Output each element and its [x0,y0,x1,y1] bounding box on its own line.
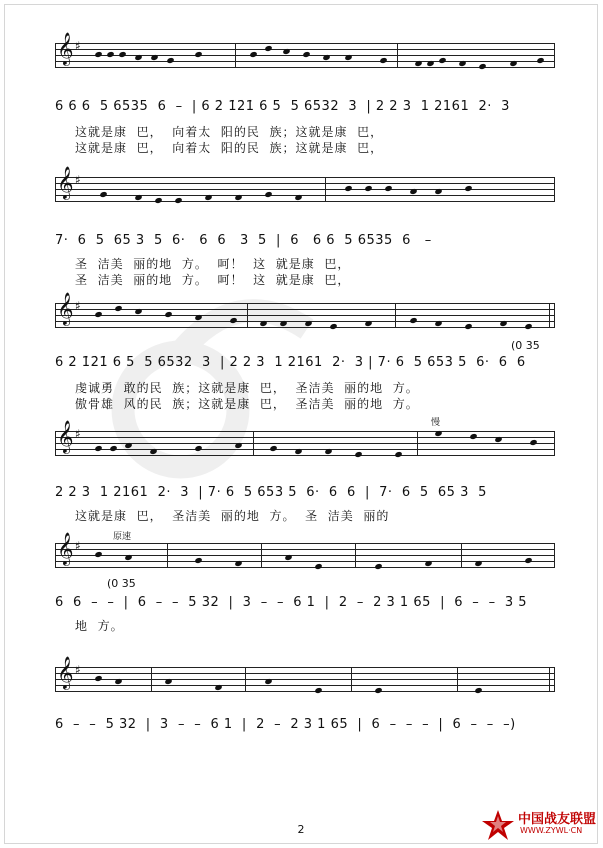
treble-clef-icon: 𝄞 [57,166,74,199]
page-number: 2 [297,823,305,836]
lyrics-verse-2: 傲骨雄 风的民 族；这就是康 巴， 圣洁美 丽的地 方。 [75,397,419,411]
sharp-icon: ♯ [75,663,81,677]
lyrics-verse-2: 圣 洁美 丽的地 方。 呵！ 这 就是康 巴， [75,273,351,287]
tempo-marking: 原速 [113,532,132,542]
treble-clef-icon: 𝄞 [57,656,74,689]
logo-url: WWW.ZYWL·CN [520,826,583,835]
site-logo [480,808,598,842]
treble-clef-icon: 𝄞 [57,292,74,325]
lyrics-verse-1: 这就是康 巴， 向着太 阳的民 族；这就是康 巴， [75,125,384,139]
numbered-notation-row: 6 2̇ 1̇2̇1̇ 6 5 5 6532 3 | 2 2 3 1 2161 2· 3 | 7· 6 5 653 5 6· 6 6 [55,355,526,370]
staff-2 [55,166,555,201]
rest-prefix: (0 35 [511,339,540,352]
sharp-icon: ♯ [75,539,81,553]
numbered-notation-row: 7· 6 5 65 3 5 6· 6 6 3 5 | 6 6 6 5 6535 6 – [55,233,432,248]
numbered-notation-row: 6 – – 5 32 | 3 – – 6 1 | 2 – 2 3 1 65 | 6 – – – | 6 – – –) [55,717,516,732]
staff-6 [55,656,555,691]
sharp-icon: ♯ [75,299,81,313]
red-star-logo-icon [480,808,516,842]
treble-clef-icon: 𝄞 [57,32,74,65]
lyrics-verse-1: 这就是康 巴， 圣洁美 丽的地 方。 圣 洁美 丽的 [75,509,390,523]
treble-clef-icon: 𝄞 [57,420,74,453]
lyrics-verse-1: 虔诚勇 敢的民 族；这就是康 巴， 圣洁美 丽的地 方。 [75,381,419,395]
treble-clef-icon: 𝄞 [57,532,74,565]
numbered-notation-row: 6 6 6 5 6535 6 – | 6 2̇ 1̇2̇1̇ 6 5 5 6532 3 | 2 2 3 1 2161 2· 3 [55,99,510,114]
lyrics-verse-1: 地 方。 [75,619,124,633]
staff-4 [55,420,555,455]
numbered-notation-row: 6 6 – – | 6 – – 5 32 | 3 – – 6 1 | 2 – 2 3 1 65 | 6 – – 3 5 [55,595,528,610]
lyrics-verse-1: 圣 洁美 丽的地 方。 呵！ 这 就是康 巴， [75,257,351,271]
staff-3 [55,292,555,327]
sharp-icon: ♯ [75,39,81,53]
score-page [4,4,598,844]
rest-prefix: (0 35 [107,577,136,590]
tempo-marking: 慢 [431,418,441,428]
logo-title: 中国战友联盟 [518,812,597,827]
sharp-icon: ♯ [75,173,81,187]
sharp-icon: ♯ [75,427,81,441]
staff-1 [55,32,555,67]
lyrics-verse-2: 这就是康 巴， 向着太 阳的民 族；这就是康 巴， [75,141,384,155]
numbered-notation-row: 2 2 3 1 2161 2· 3 | 7· 6 5 653 5 6· 6 6 | 7· 6 5 65 3 5 [55,485,487,500]
